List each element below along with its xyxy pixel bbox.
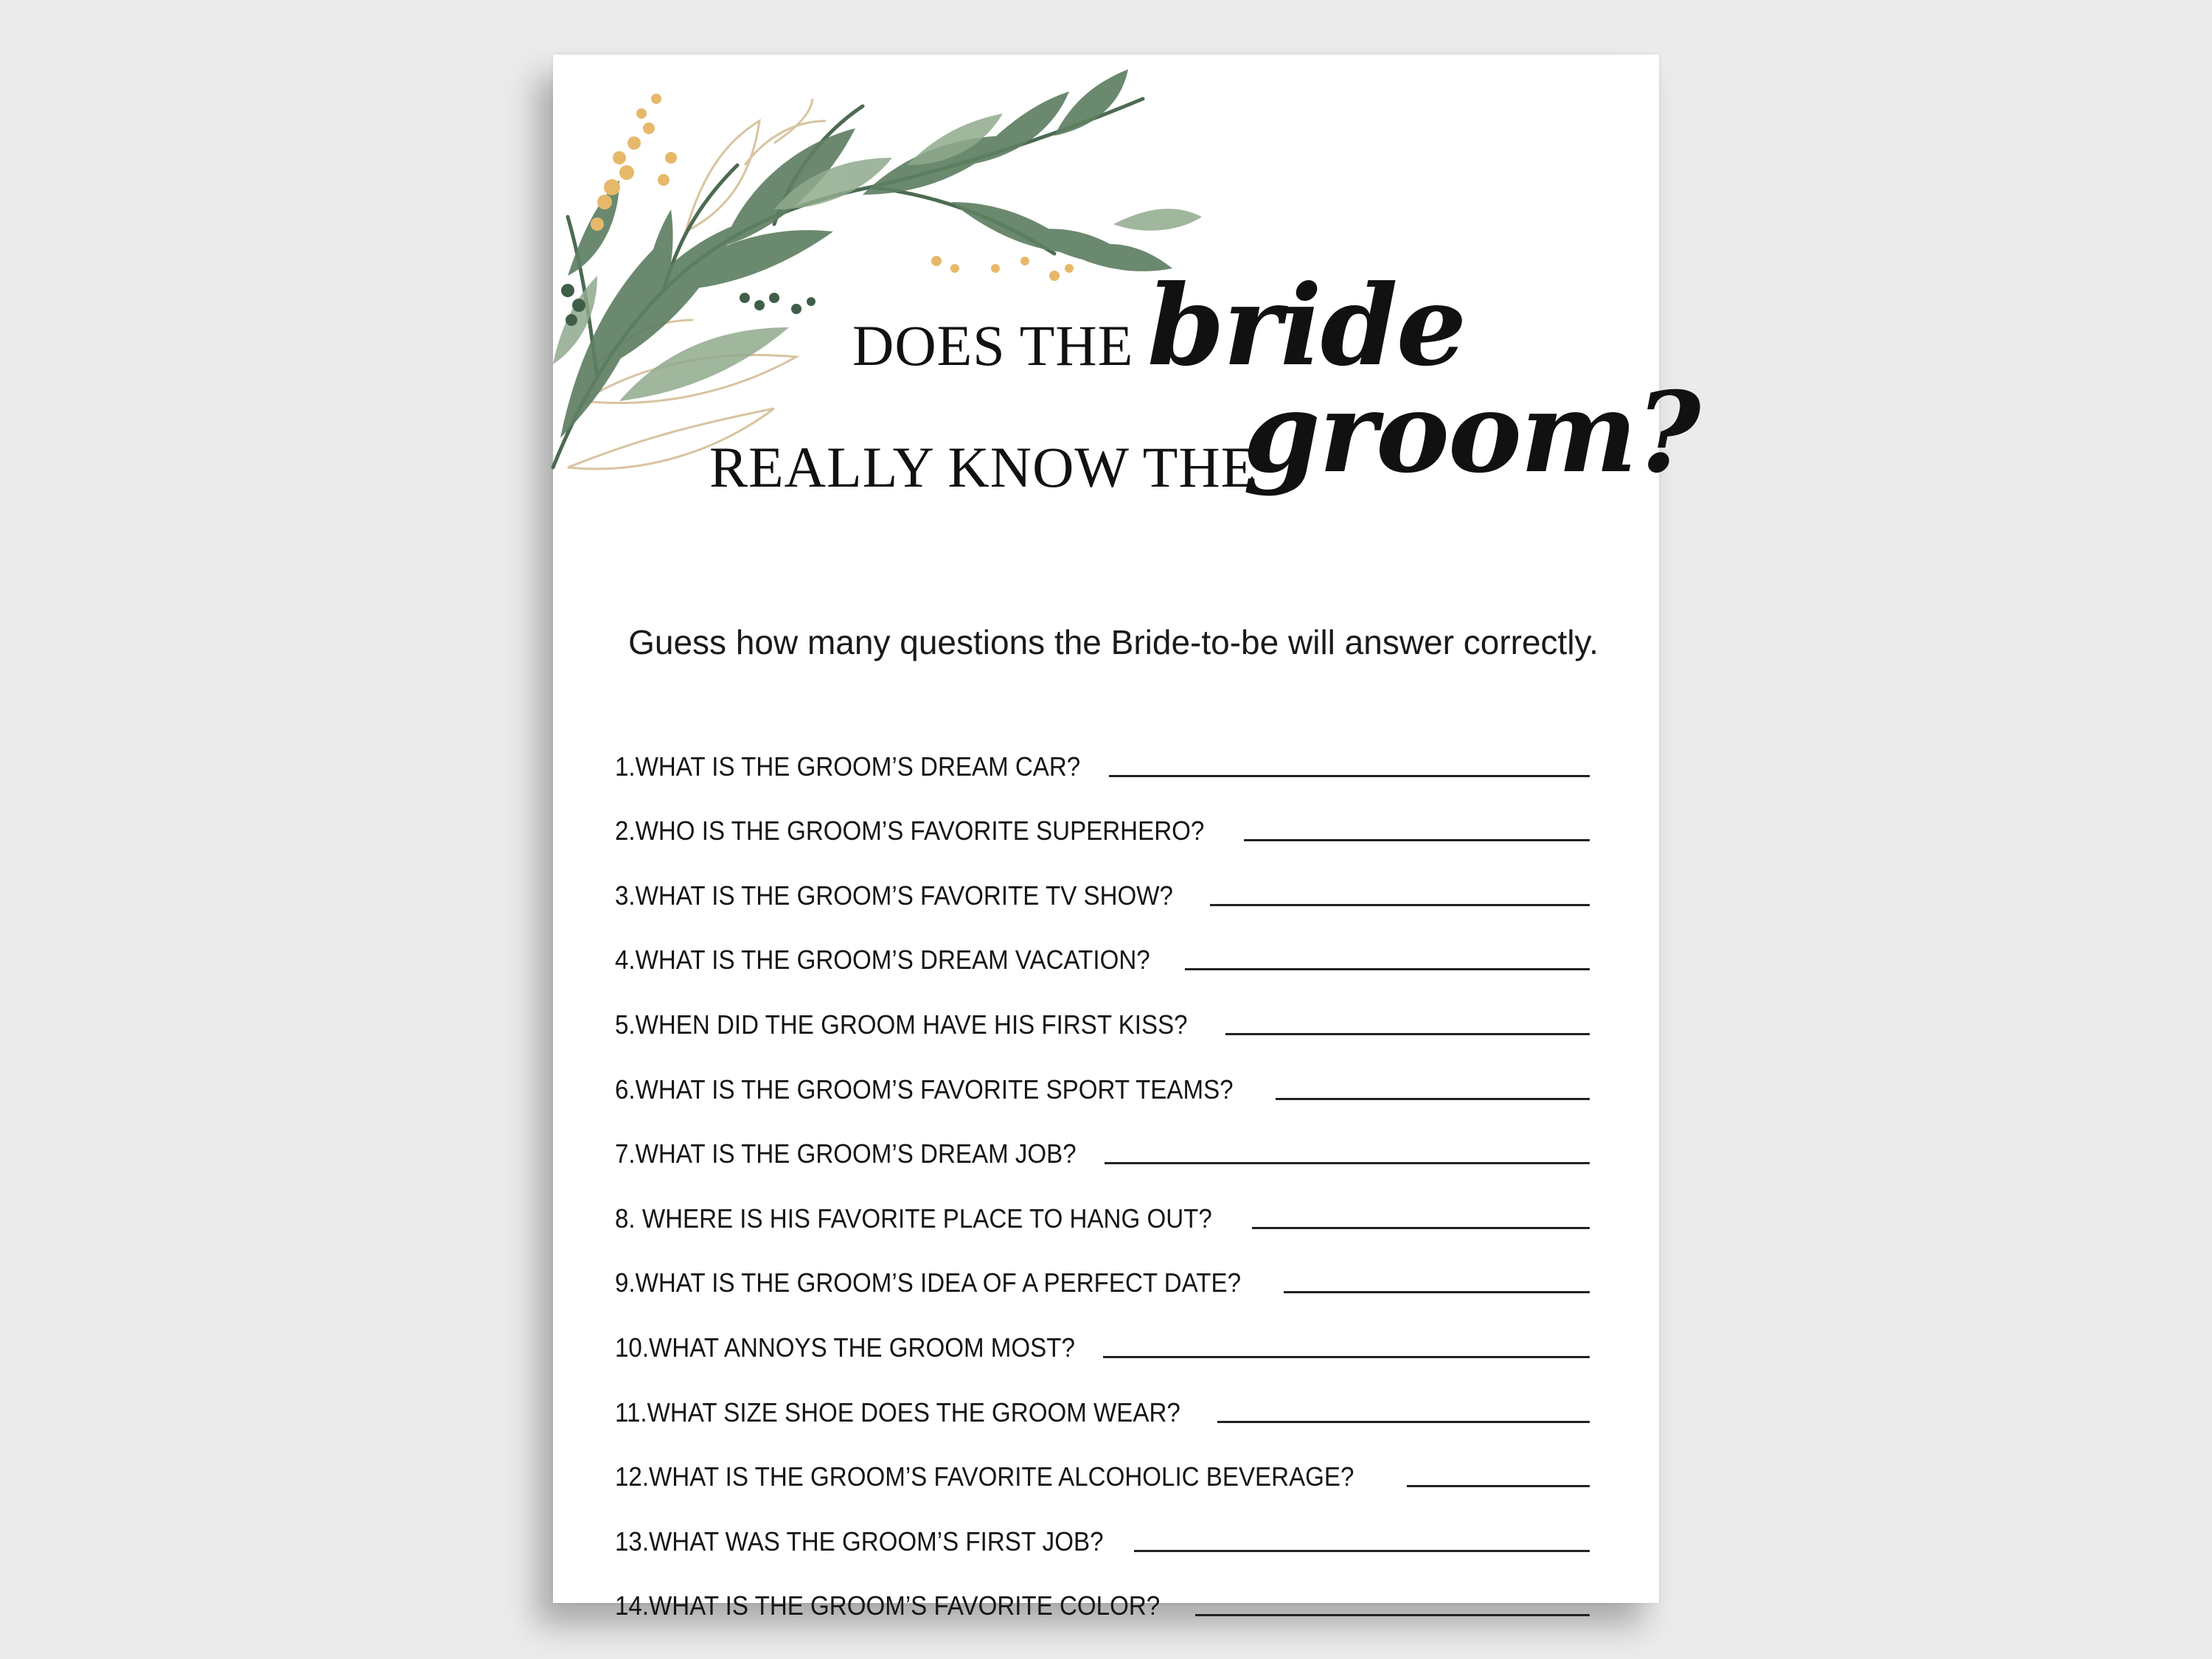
answer-line xyxy=(1244,838,1590,841)
question-text: 10.WHAT ANNOYS THE GROOM MOST? xyxy=(615,1332,1075,1363)
title-script-groom: groom? xyxy=(1243,368,1700,498)
question-row xyxy=(615,1235,1590,1300)
answer-line xyxy=(1284,1290,1590,1293)
title-caps-1: DOES THE xyxy=(852,313,1134,378)
question-text: 2.WHO IS THE GROOM’S FAVORITE SUPERHERO? xyxy=(615,815,1205,846)
answer-line xyxy=(1407,1484,1590,1487)
question-text: 11.WHAT SIZE SHOE DOES THE GROOM WEAR? xyxy=(615,1397,1180,1427)
answer-line xyxy=(1103,1355,1590,1358)
answer-line xyxy=(1105,1161,1590,1164)
question-row xyxy=(615,1364,1590,1429)
question-row xyxy=(615,1493,1590,1558)
title-line-2 xyxy=(709,368,1700,501)
question-text: 6.WHAT IS THE GROOM’S FAVORITE SPORT TEAMS? xyxy=(615,1074,1234,1105)
question-text: 8. WHERE IS HIS FAVORITE PLACE TO HANG OUT? xyxy=(615,1203,1212,1234)
answer-line xyxy=(1195,1613,1590,1616)
question-row xyxy=(615,1170,1590,1235)
title-line-1 xyxy=(852,261,1466,391)
question-text: 14.WHAT IS THE GROOM’S FAVORITE COLOR? xyxy=(615,1590,1161,1621)
question-row xyxy=(615,1429,1590,1494)
question-text: 7.WHAT IS THE GROOM’S DREAM JOB? xyxy=(615,1138,1077,1169)
answer-line xyxy=(1210,903,1590,906)
question-text: 13.WHAT WAS THE GROOM’S FIRST JOB? xyxy=(615,1526,1104,1557)
question-text: 3.WHAT IS THE GROOM’S FAVORITE TV SHOW? xyxy=(615,880,1173,911)
game-card xyxy=(553,55,1700,1621)
title-script-bride: bride xyxy=(1147,261,1466,391)
question-text: 9.WHAT IS THE GROOM’S IDEA OF A PERFECT DATE? xyxy=(615,1267,1242,1298)
question-text: 5.WHEN DID THE GROOM HAVE HIS FIRST KISS? xyxy=(615,1009,1188,1040)
instructions-text: Guess how many questions the Bride-to-be will answer correctly. xyxy=(628,623,1599,661)
question-row xyxy=(615,718,1590,783)
question-text: 1.WHAT IS THE GROOM’S DREAM CAR? xyxy=(615,751,1081,782)
answer-line xyxy=(1276,1097,1590,1100)
question-row xyxy=(615,1299,1590,1364)
question-text: 4.WHAT IS THE GROOM’S DREAM VACATION? xyxy=(615,945,1150,975)
title-caps-2: REALLY KNOW THE xyxy=(709,435,1257,499)
question-row xyxy=(615,976,1590,1041)
question-row xyxy=(615,1041,1590,1106)
question-row xyxy=(615,847,1590,912)
question-row xyxy=(615,783,1590,848)
answer-line xyxy=(1217,1420,1590,1423)
question-list xyxy=(615,718,1590,1622)
question-row xyxy=(615,1558,1590,1623)
answer-line xyxy=(1252,1226,1590,1229)
answer-line xyxy=(1109,774,1590,777)
answer-line xyxy=(1185,967,1590,970)
question-text: 12.WHAT IS THE GROOM’S FAVORITE ALCOHOLIC BEVERAGE? xyxy=(615,1461,1354,1492)
answer-line xyxy=(1134,1549,1590,1552)
question-row xyxy=(615,912,1590,977)
answer-line xyxy=(1225,1032,1590,1035)
question-row xyxy=(615,1106,1590,1171)
